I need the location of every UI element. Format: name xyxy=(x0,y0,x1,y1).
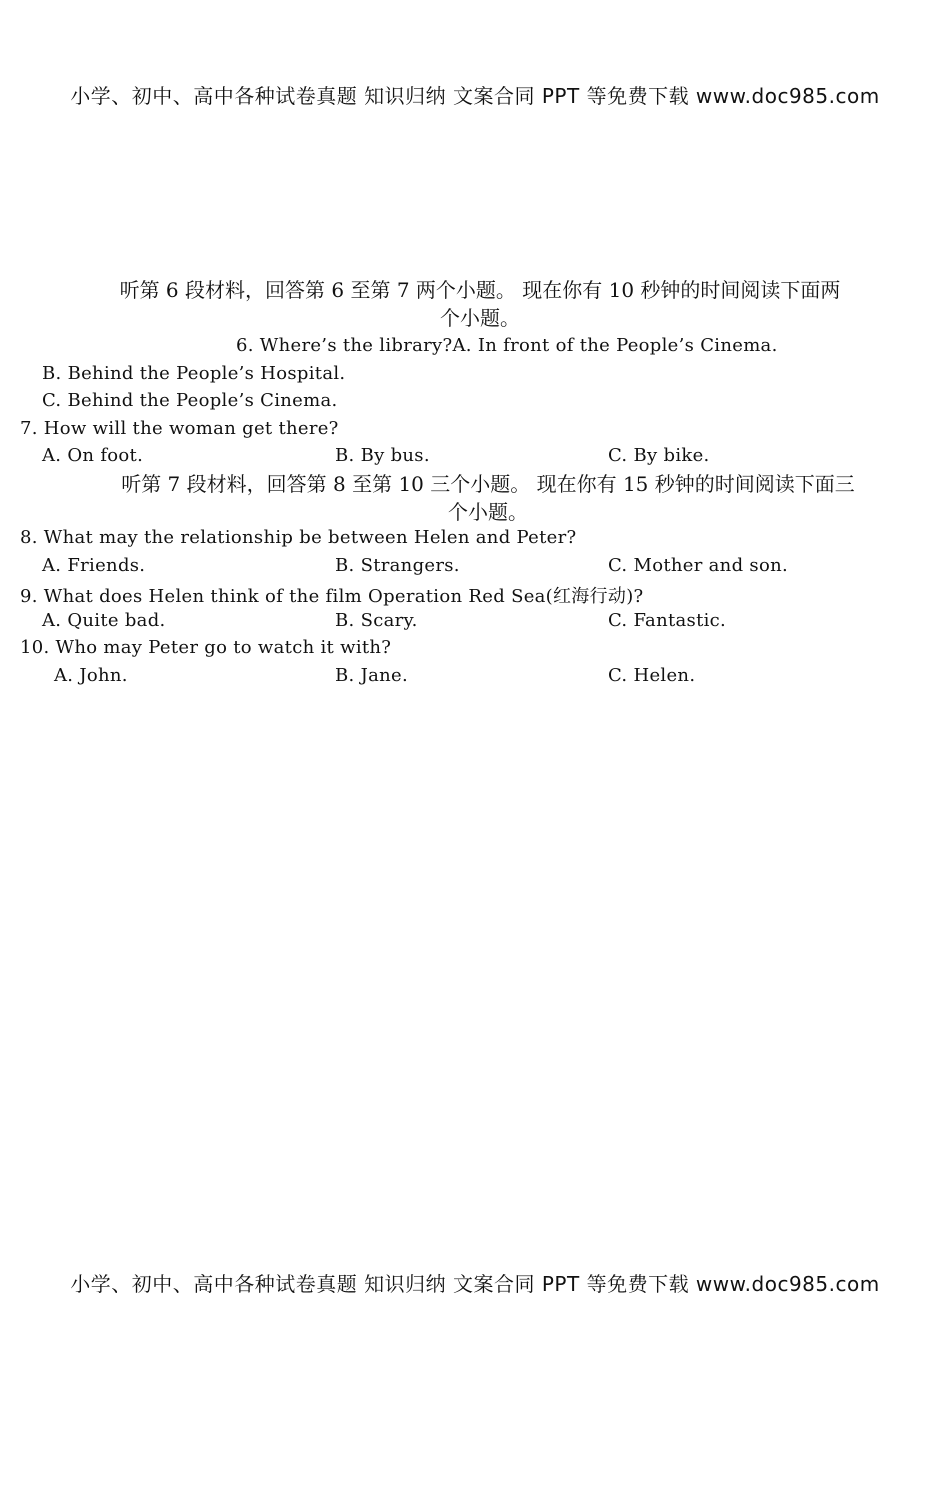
question-8: 8. What may the relationship be between Helen and Peter? xyxy=(20,527,577,548)
q6-option-b: B. Behind the People’s Hospital. xyxy=(42,363,346,384)
question-9: 9. What does Helen think of the film Operation Red Sea(红海行动)? xyxy=(20,586,644,607)
instruction-line: 听第 7 段材料，回答第 8 至第 10 三个小题。 现在你有 15 秒钟的时间阅读下面三 xyxy=(121,472,855,496)
section-instruction-7 xyxy=(68,470,908,526)
q8-option-a: A. Friends. xyxy=(42,555,146,576)
q7-option-a: A. On foot. xyxy=(42,445,144,466)
question-6: 6. Where’s the library?A. In front of the People’s Cinema. xyxy=(236,335,778,356)
q8-option-b: B. Strangers. xyxy=(335,555,460,576)
q9-option-c: C. Fantastic. xyxy=(608,610,727,631)
question-7: 7. How will the woman get there? xyxy=(20,418,339,439)
instruction-line: 个小题。 xyxy=(448,500,528,524)
q10-option-b: B. Jane. xyxy=(335,665,408,686)
q6-option-c: C. Behind the People’s Cinema. xyxy=(42,390,338,411)
page-footer: 小学、初中、高中各种试卷真题 知识归纳 文案合同 PPT 等免费下载 www.doc985.com xyxy=(70,1272,880,1296)
q10-option-a: A. John. xyxy=(54,665,128,686)
page-header: 小学、初中、高中各种试卷真题 知识归纳 文案合同 PPT 等免费下载 www.doc985.com xyxy=(70,84,880,108)
q9-option-b: B. Scary. xyxy=(335,610,418,631)
q7-option-c: C. By bike. xyxy=(608,445,710,466)
q10-option-c: C. Helen. xyxy=(608,665,696,686)
q7-option-b: B. By bus. xyxy=(335,445,430,466)
q9-option-a: A. Quite bad. xyxy=(42,610,166,631)
q8-option-c: C. Mother and son. xyxy=(608,555,789,576)
instruction-line: 听第 6 段材料，回答第 6 至第 7 两个小题。 现在你有 10 秒钟的时间阅读下面两 xyxy=(119,278,841,302)
instruction-line: 个小题。 xyxy=(440,306,520,330)
question-10: 10. Who may Peter go to watch it with? xyxy=(20,637,392,658)
section-instruction-6 xyxy=(60,276,900,332)
